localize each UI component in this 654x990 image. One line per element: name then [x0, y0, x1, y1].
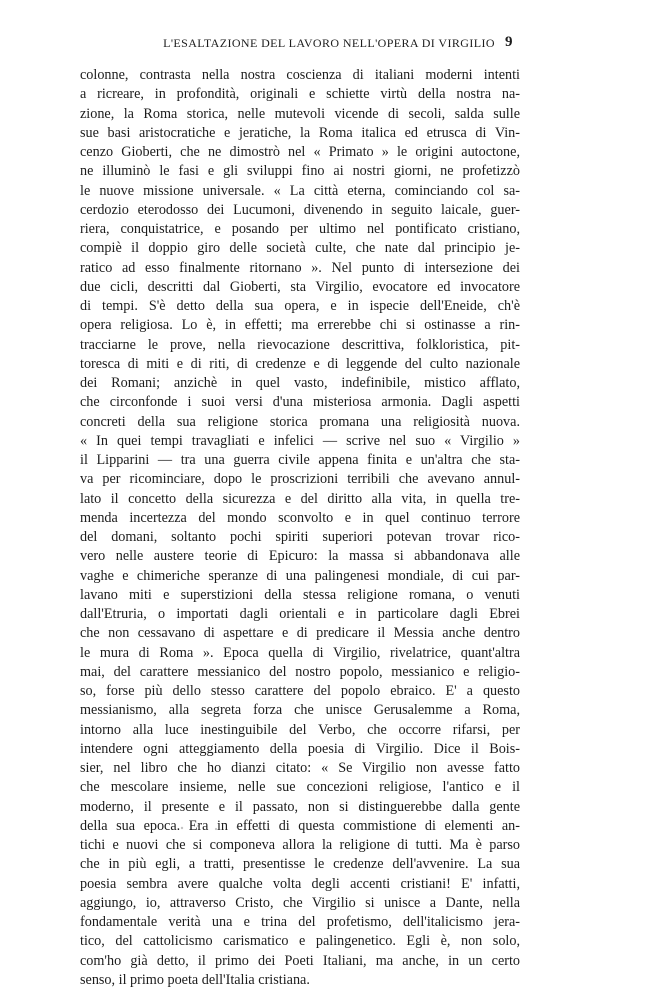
text-line: menda incertezza del mondo sconvolto e in quel continuo terrore — [80, 509, 520, 526]
text-line: opera religiosa. Lo è, in effetti; ma errerebbe chi si ostinasse a rin- — [80, 317, 520, 334]
text-line: sier, nel libro che ho dianzi citato: « Se Virgilio non avesse fatto — [80, 760, 520, 776]
running-title: L'ESALTAZIONE DEL LAVORO NELL'OPERA DI VIRGILIO — [163, 36, 495, 50]
text-line: della sua epoca. Era in effetti di questa commistione di elementi an- — [80, 817, 520, 834]
text-line: che non cessavano di aspettare e di predicare il Messia anche dentro — [80, 625, 520, 642]
text-line: poesia sembra avere qualche volta degli accenti cristiani! E' infatti, — [80, 875, 520, 892]
text-line: sue basi aristocratiche e jeratiche, la Roma italica ed etrusca di Vin- — [80, 124, 520, 141]
text-line: tico, del cattolicismo carismatico e palingenetico. Egli è, non solo, — [80, 933, 520, 950]
text-line: cenzo Gioberti, che ne dimostrò nel « Primato » le origini autoctone, — [80, 144, 520, 160]
text-line: lavano miti e superstizioni della stessa religione romana, o venuti — [80, 586, 520, 603]
text-line: va per ricominciare, dopo le proscrizioni terribili che avevano annul- — [80, 471, 520, 488]
text-line: le nuove missione universale. « La città eterna, cominciando col sa- — [80, 182, 520, 199]
text-line: cerdozio eterodosso dei Lucumoni, divenendo in seguito laicale, guer- — [80, 201, 520, 218]
text-line: che mescolare insieme, nelle sue concezioni religiose, l'antico e il — [80, 779, 520, 796]
text-line: riera, conquistatrice, e posando per ultimo nel pontificato cristiano, — [80, 221, 520, 237]
text-line: fondamentale verità una e trina del profetismo, dell'italicismo jera- — [80, 914, 520, 930]
text-line-final: senso, il primo poeta dell'Italia cristiana. — [80, 971, 310, 988]
text-line: so, forse più dello stesso carattere del popolo ebraico. E' a questo — [80, 683, 520, 699]
text-line: che circonfonde i suoi versi d'una misteriosa armonia. Dagli aspetti — [80, 394, 520, 411]
text-line: concreti della sua religione storica promana una religiosità nuova. — [80, 413, 520, 430]
text-line: dall'Etruria, o importati dagli orientali e in particolare dagli Ebrei — [80, 606, 520, 622]
text-line: zione, la Roma storica, nelle mutevoli vicende di secoli, salda sulle — [80, 105, 520, 122]
text-line: che in più egli, a tratti, presentisse le credenze dell'avvenire. La sua — [80, 856, 520, 873]
text-line: il Lipparini — tra una guerra civile appena finita e un'altra che sta- — [80, 452, 520, 468]
text-line: vero nelle austere teorie di Epicuro: la massa si abbandonava alle — [80, 548, 520, 565]
text-line: moderno, il presente e il passato, non si distinguerebbe dalla gente — [80, 798, 520, 815]
text-line: « In quei tempi travagliati e infelici — scrive nel suo « Virgilio » — [80, 432, 520, 449]
text-line: toresca di miti e di riti, di credenze e di leggende del culto nazionale — [80, 355, 520, 372]
text-line: compiè il doppio giro delle società culte, che nate dal principio je- — [80, 240, 520, 257]
text-line: di tempi. S'è detto della sua opera, e in ispecie dell'Eneide, ch'è — [80, 298, 520, 314]
body-text — [80, 66, 520, 990]
text-line: colonne, contrasta nella nostra coscienza di italiani moderni intenti — [80, 67, 520, 83]
text-line: intendere ogni atteggiamento della poesia di Virgilio. Dice il Bois- — [80, 740, 520, 757]
text-line: com'ho già detto, il primo dei Poeti Italiani, ma anche, in un certo — [80, 952, 520, 969]
text-line: messianismo, alla segreta forza che unisce Gerusalemme a Roma, — [80, 702, 520, 719]
text-line: lato il concetto della sicurezza e del diritto alla vita, in quella tre- — [80, 490, 520, 507]
text-line: tracciarne le prove, nella rievocazione descrittiva, folkloristica, pit- — [80, 336, 520, 353]
page-number: 9 — [505, 34, 513, 50]
text-line: due cicli, descritti dal Gioberti, sta Virgilio, evocatore ed invocatore — [80, 278, 520, 295]
text-line: a ricreare, in profondità, originali e schiette virtù della nostra na- — [80, 86, 520, 103]
print-smudge — [176, 822, 346, 834]
text-line: tichi e nuovi che si componeva allora la religione di tutti. Ma è parso — [80, 837, 520, 853]
text-line: vaghe e chimeriche speranze di una palingenesi mondiale, di cui par- — [80, 567, 520, 584]
text-line: mai, del carattere messianico del nostro popolo, messianico e religio- — [80, 663, 520, 680]
text-line: ratico ad esso finalmente ritornano ». Nel punto di intersezione dei — [80, 259, 520, 276]
text-line: dei Romani; anzichè in quel vasto, indefinibile, mistico afflato, — [80, 375, 520, 391]
text-line: le mura di Roma ». Epoca quella di Virgilio, rivelatrice, quant'altra — [80, 644, 520, 661]
text-line: ne illuminò le fasi e gli sviluppi fino ai nostri giorni, ne profetizzò — [80, 163, 520, 180]
text-line: intorno alla luce inestinguibile del Verbo, che occorre rifarsi, per — [80, 721, 520, 738]
text-line: del domani, soltanto pochi spiriti superiori potevan trovar rico- — [80, 529, 520, 545]
text-line: aggiungo, io, attraverso Cristo, che Virgilio si unisce a Dante, nella — [80, 894, 520, 911]
